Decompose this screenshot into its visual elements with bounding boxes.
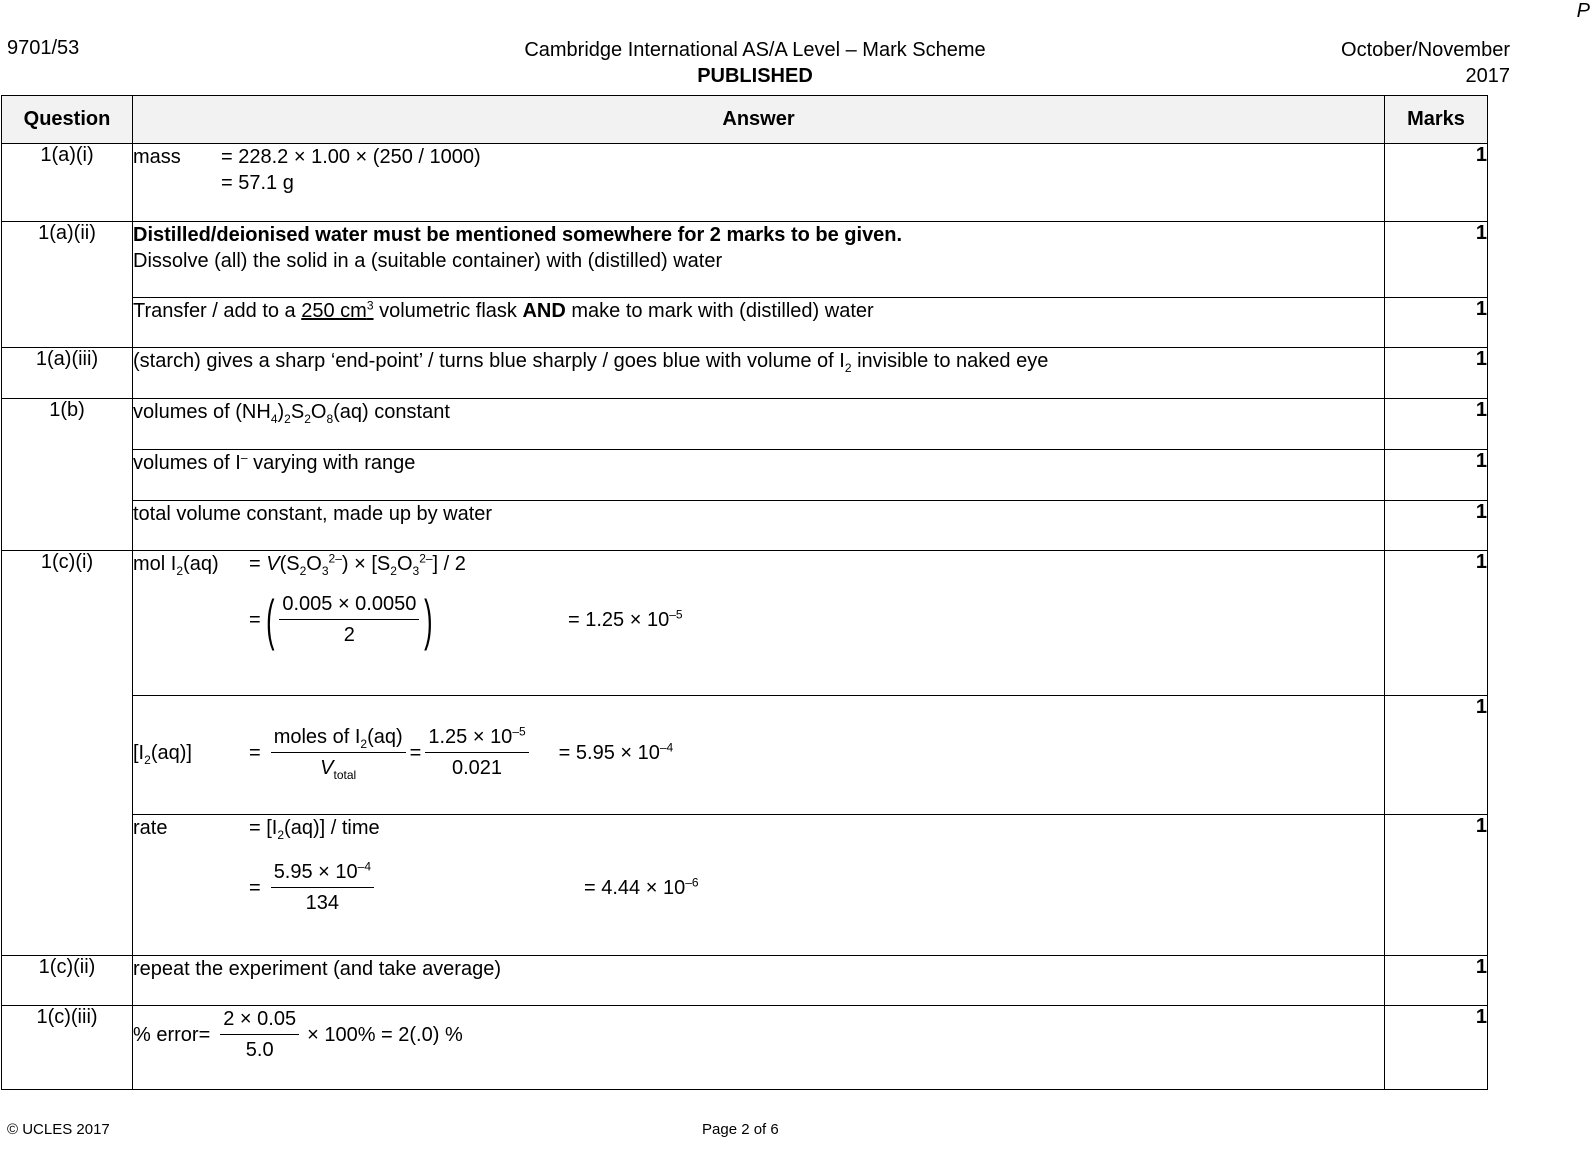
session-name: October/November — [1341, 39, 1510, 61]
column-header-answer: Answer — [133, 96, 1385, 144]
answer-cell: repeat the experiment (and take average) — [133, 956, 1385, 1006]
publication-status: PUBLISHED — [697, 65, 813, 87]
table-row — [2, 222, 1488, 298]
marks-value: 1 — [1385, 1006, 1488, 1090]
answer-cell — [133, 1006, 1385, 1090]
answer-line: = 57.1 g — [221, 172, 294, 194]
equation: = $V(S_2O_3^{2-}) \times [S_2O_3^{2-}] / 2$ — [249, 551, 466, 578]
equation: = $[I_2(aq)]$ / time — [249, 817, 380, 842]
table-row — [2, 551, 1488, 696]
answer-cell: mol $I_2(aq)$ = $V(S_2O_3^{2-}) \times [S_2O_3^{2-}] / 2$ = ( $\frac{0.005 \times 0.0050}{2}$ ) = $1.25 \times 10^{-5}$ — [133, 551, 1385, 696]
exam-session — [1341, 37, 1510, 89]
question-number: 1(a)(i) — [2, 144, 133, 222]
question-number: 1(a)(ii) — [2, 222, 133, 348]
question-number: 1(c)(i) — [2, 551, 133, 956]
copyright-notice: © UCLES 2017 — [7, 1121, 110, 1138]
marks-value: 1 — [1385, 551, 1488, 696]
page-number: Page 2 of 6 — [702, 1121, 779, 1138]
answer-text: Transfer / add to a — [133, 300, 302, 322]
marks-value: 1 — [1385, 144, 1488, 222]
marks-value: 1 — [1385, 348, 1488, 399]
question-number: 1(c)(iii) — [2, 1006, 133, 1090]
marks-value: 1 — [1385, 298, 1488, 348]
answer-line: Dissolve (all) the solid in a (suitable container) with (distilled) water — [133, 250, 723, 272]
marks-value: 1 — [1385, 450, 1488, 501]
fraction: $\frac{2 \times 0.05}{5.0}$ — [220, 1006, 299, 1063]
result: = $5.95 \times 10^{-4}$ — [558, 739, 674, 764]
equation-label: $[I_2(aq)]$ — [133, 741, 192, 767]
table-row — [2, 348, 1488, 399]
column-header-question: Question — [2, 96, 133, 144]
question-number: 1(a)(iii) — [2, 348, 133, 399]
table-row — [2, 450, 1488, 501]
table-row — [2, 696, 1488, 815]
document-title-block — [400, 37, 1110, 89]
table-row — [2, 501, 1488, 551]
session-year: 2017 — [1465, 65, 1510, 87]
fraction: $\frac{moles of I_2(aq)}{V_{total}}$ — [271, 724, 406, 781]
answer-label: mass — [133, 146, 181, 168]
answer-cell — [133, 298, 1385, 348]
column-header-marks: Marks — [1385, 96, 1488, 144]
corner-letter: P — [1576, 0, 1590, 22]
table-row — [2, 956, 1488, 1006]
marking-note: Distilled/deionised water must be mentioned somewhere for 2 marks to be given. — [133, 224, 903, 246]
table-row — [2, 815, 1488, 956]
equation-label: rate — [133, 817, 168, 839]
answer-cell: rate = $[I_2(aq)]$ / time = $\frac{5.95 \times 10^{-4}}{134}$ = $4.44 \times 10^{-6}$ — [133, 815, 1385, 956]
table-header-row — [2, 96, 1488, 144]
table-row — [2, 1006, 1488, 1090]
marks-value: 1 — [1385, 815, 1488, 956]
fraction: $\frac{5.95 \times 10^{-4}}{134}$ — [271, 859, 374, 916]
fraction: $\frac{0.005 \times 0.0050}{2}$ — [279, 591, 419, 648]
document-title: Cambridge International AS/A Level – Mark Scheme — [524, 39, 986, 61]
fraction: $\frac{1.25 \times 10^{-5}}{0.021}$ — [425, 724, 528, 781]
table-row — [2, 144, 1488, 222]
question-number: 1(c)(ii) — [2, 956, 133, 1006]
answer-cell: $[I_2(aq)]$ = $\frac{moles of I_2(aq)}{V_{total}}$ = $\frac{1.25 \times 10^{-5}}{0.021}$ = $5.95 \times 10^{-4}$ — [133, 696, 1385, 815]
result: × 100% = 2(.0) % — [307, 1023, 463, 1046]
answer-cell — [133, 222, 1385, 298]
answer-cell: total volume constant, made up by water — [133, 501, 1385, 551]
equation-label: % error= — [133, 1023, 211, 1046]
answer-text: volumetric flask — [373, 300, 523, 322]
marks-value: 1 — [1385, 956, 1488, 1006]
question-number: 1(b) — [2, 399, 133, 551]
marks-value: 1 — [1385, 696, 1488, 815]
answer-line: = 228.2 × 1.00 × (250 / 1000) — [221, 146, 481, 168]
answer-cell: volumes of I– varying with range — [133, 450, 1385, 501]
answer-cell: (starch) gives a sharp ‘end-point’ / turns blue sharply / goes blue with volume of $I_2$ invisible to naked eye — [133, 348, 1385, 399]
answer-text-underlined: 250 $cm^3$ — [301, 298, 374, 322]
marks-value: 1 — [1385, 222, 1488, 298]
marks-value: 1 — [1385, 501, 1488, 551]
answer-keyword: AND — [522, 300, 566, 322]
table-row — [2, 399, 1488, 450]
syllabus-code: 9701/53 — [7, 37, 80, 59]
marks-value: 1 — [1385, 399, 1488, 450]
result: = $1.25 \times 10^{-5}$ — [568, 606, 683, 631]
answer-text: make to mark with (distilled) water — [565, 300, 874, 322]
result: = $4.44 \times 10^{-6}$ — [584, 874, 699, 899]
equation-label: mol $I_2(aq)$ — [133, 553, 219, 578]
table-row — [2, 298, 1488, 348]
answer-cell — [133, 144, 1385, 222]
answer-cell: volumes of $(NH_4)_2S_2O_8(aq)$ constant — [133, 399, 1385, 450]
mark-scheme-table — [1, 95, 1488, 1090]
